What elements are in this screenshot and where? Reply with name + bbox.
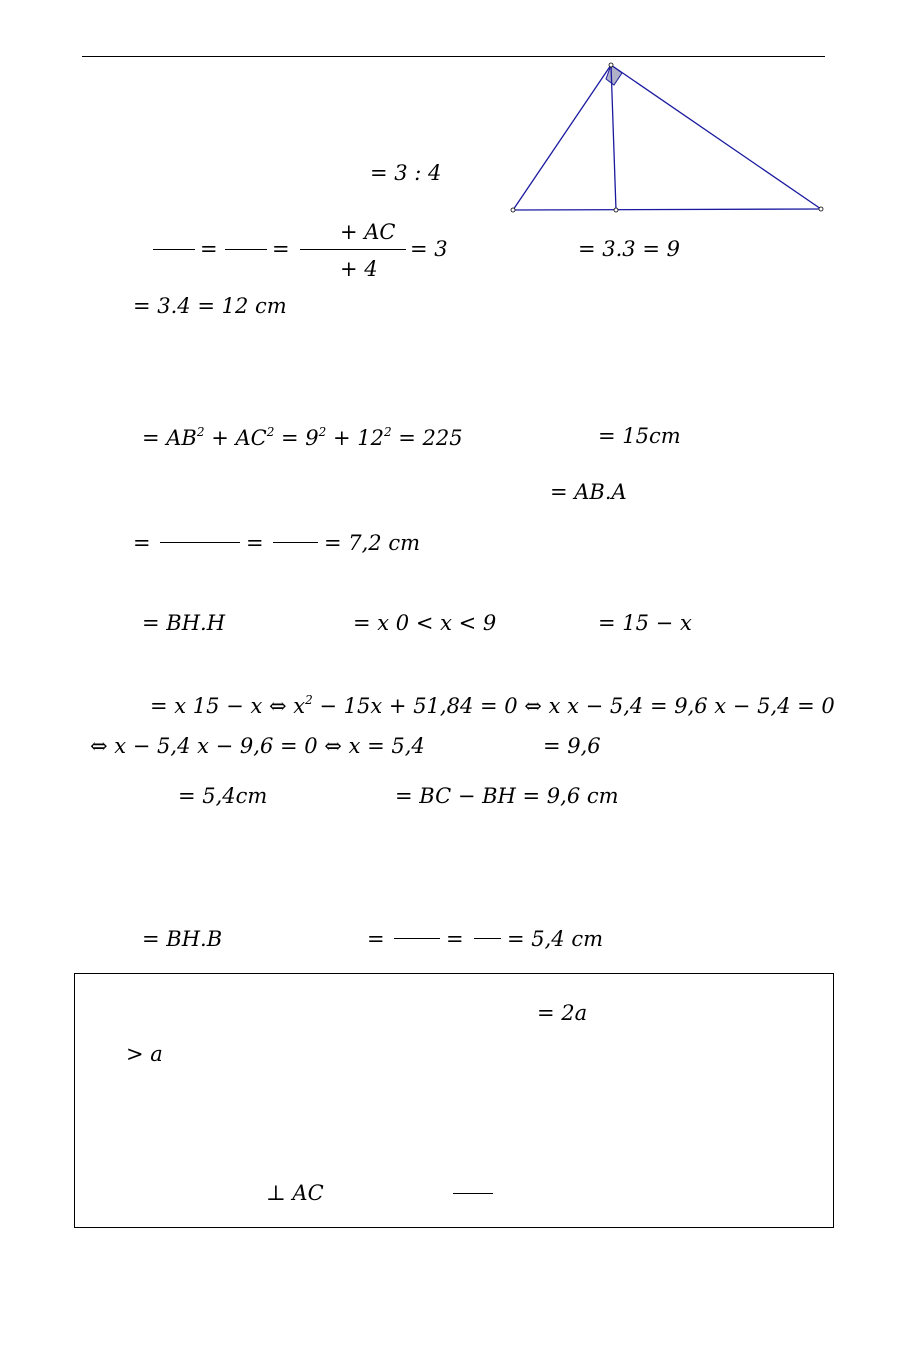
box-perpendicular: ⊥ AC	[266, 1181, 324, 1205]
bh-eq-sign: =	[367, 927, 385, 951]
box-fraction-bar	[453, 1193, 493, 1194]
fraction-bar-7	[474, 938, 501, 939]
bc-result: = 15cm	[598, 424, 681, 448]
fraction-bar-5	[273, 542, 318, 543]
ac-result: = 3.4 = 12 cm	[133, 294, 287, 318]
fraction-numerator: + AC	[340, 220, 396, 244]
ab-squared-relation: = BH.B	[142, 927, 223, 951]
altitude-ah	[611, 65, 616, 210]
pythagoras-line: = $AB^2 + AC^2 = 9^2 + 12^2 = 225$	[142, 425, 463, 450]
product-relation: = AB.A	[550, 480, 627, 504]
vertex-c	[819, 207, 823, 211]
triangle-figure	[500, 58, 830, 218]
fraction-bar-1	[153, 249, 195, 250]
bh-variable: = x 0 < x < 9	[353, 611, 497, 635]
fraction-bar-6	[394, 938, 440, 939]
second-root: = 9,6	[543, 734, 601, 758]
box-line-2: > a	[126, 1042, 163, 1066]
ch-result: = BC − BH = 9,6 cm	[395, 784, 619, 808]
fraction-bar-3	[300, 249, 406, 250]
box-line-1: = 2a	[537, 1001, 588, 1025]
fraction-result: = 3	[410, 237, 448, 261]
bh-result: = 5,4cm	[178, 784, 268, 808]
side-bc	[513, 209, 821, 210]
ah-result: = 7,2 cm	[324, 531, 421, 555]
fraction-bar-2	[225, 249, 267, 250]
vertex-b	[511, 208, 515, 212]
ah-eq-sign: =	[133, 531, 151, 555]
quadratic-equation: = x 15 − x ⇔ $x^2 - 15x + 51,84 = 0$ ⇔ x x − 5,4 = 9,6 x − 5,4 = 0	[150, 693, 835, 718]
hc-expression: = 15 − x	[598, 611, 692, 635]
ah-squared-relation: = BH.H	[142, 611, 226, 635]
eq-sign-1: =	[200, 237, 218, 261]
ratio-line: = 3 : 4	[370, 161, 442, 185]
fraction-bar-4	[160, 542, 240, 543]
ab-result: = 3.3 = 9	[578, 237, 680, 261]
factored-equation: ⇔ x − 5,4 x − 9,6 = 0 ⇔ x = 5,4	[90, 734, 425, 758]
header-rule	[82, 56, 825, 57]
side-ac	[611, 65, 821, 209]
ah-eq-sign-2: =	[246, 531, 264, 555]
exercise-box	[74, 973, 834, 1228]
vertex-h	[614, 208, 618, 212]
side-ab	[513, 65, 611, 210]
bh-result-2: = 5,4 cm	[507, 927, 604, 951]
fraction-denominator: + 4	[340, 257, 378, 281]
bh-eq-sign-2: =	[446, 927, 464, 951]
eq-sign-2: =	[272, 237, 290, 261]
vertex-a	[609, 63, 613, 67]
